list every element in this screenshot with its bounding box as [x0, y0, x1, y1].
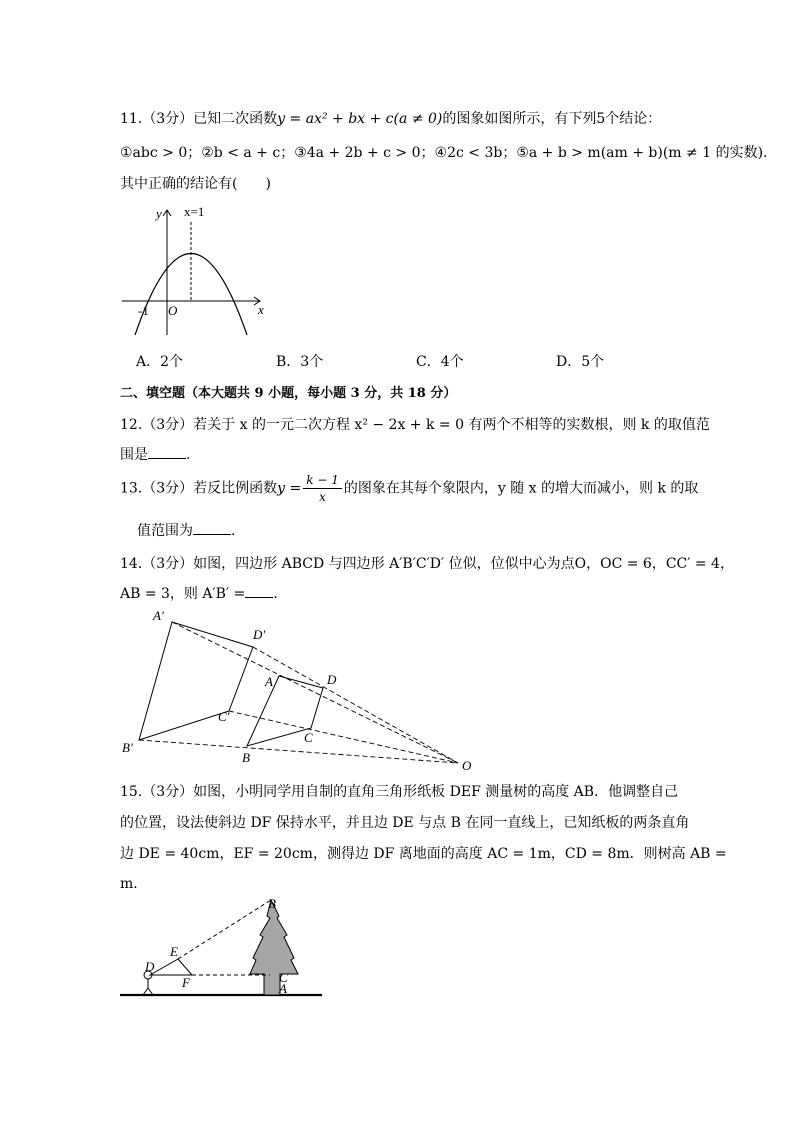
quad-large — [139, 622, 253, 740]
choice-a[interactable]: A．2个 — [136, 354, 184, 370]
neg-one-label: -1 — [138, 303, 149, 318]
y-label: y — [156, 206, 162, 221]
q11-text-b: 的图象如图所示，有下列5个结论： — [442, 111, 662, 127]
label-c-prime: C′ — [218, 709, 230, 724]
q11-formula: y = ax² + bx + c(a ≠ 0) — [277, 111, 443, 127]
q11-text-a: 11.（3分）已知二次函数 — [120, 111, 278, 127]
q12-text: 围是 — [120, 447, 148, 463]
label-d: D — [327, 672, 337, 687]
q13-y-eq: y = — [277, 480, 302, 497]
x-label: x — [258, 302, 264, 317]
label-c-tree: C — [279, 970, 288, 985]
origin-label: O — [168, 303, 178, 318]
q13-text-b: 的图象在其每个象限内，y 随 x 的增大而减小，则 k 的取 — [343, 480, 699, 497]
q15-line1: 15.（3分）如图，小明同学用自制的直角三角形纸板 DEF 测量树的高度 AB．他调整自己 — [120, 784, 679, 800]
label-a: A — [265, 674, 273, 689]
q12-line1: 12.（3分）若关于 x 的一元二次方程 x² − 2x + k = 0 有两个不相等的实数根，则 k 的取值范 — [120, 417, 710, 433]
q13-period: . — [231, 523, 236, 539]
choice-c[interactable]: C．4个 — [416, 354, 464, 370]
section2-title: 二、填空题（本大题共 9 小题，每小题 3 分，共 18 分） — [120, 386, 457, 401]
label-a-prime: A′ — [153, 608, 164, 623]
label-d-observer: D — [145, 959, 155, 974]
q15-line3: 边 DE = 40cm，EF = 20cm，测得边 DF 离地面的高度 AC = 1m，CD = 8m．则树高 AB = — [120, 846, 727, 862]
triangle-def — [150, 959, 192, 975]
label-b-prime: B′ — [122, 740, 133, 755]
choice-b[interactable]: B．3个 — [276, 354, 324, 370]
tree-shape — [250, 900, 298, 995]
q15-line4: m． — [120, 876, 148, 892]
symmetry-label: x=1 — [184, 204, 205, 219]
q13-text-c: 值范围为 — [137, 523, 193, 539]
label-b-tree: B — [268, 896, 276, 911]
q14-line1: 14.（3分）如图，四边形 ABCD 与四边形 A′B′C′D′ 位似，位似中心为点O，OC = 6，CC′ = 4， — [120, 556, 734, 572]
q14-text: AB = 3，则 A′B′ = — [120, 586, 246, 602]
label-e: E — [170, 944, 178, 959]
label-d-prime: D′ — [253, 627, 266, 642]
choice-d[interactable]: D．5个 — [556, 354, 605, 370]
q12-period: . — [186, 447, 191, 463]
q15-tree-figure — [120, 896, 322, 996]
label-c: C — [304, 730, 313, 745]
q14-period: . — [273, 586, 278, 602]
q13-text-a: 13.（3分）若反比例函数 — [120, 480, 278, 497]
label-f: F — [182, 975, 190, 990]
label-o: O — [462, 758, 472, 773]
q13-frac-den: x — [319, 490, 326, 504]
label-b: B — [242, 750, 250, 765]
q11-line2: ①abc > 0；②b < a + c；③4a + 2b + c > 0；④2c < 3b；⑤a + b > m(am + b)(m ≠ 1 的实数). — [120, 145, 768, 161]
q15-line2: 的位置，设法使斜边 DF 保持水平，并且边 DE 与点 B 在同一直线上，已知纸板的两条直角 — [120, 815, 690, 831]
q13-frac-num: k − 1 — [303, 472, 342, 489]
projection-rays — [139, 622, 458, 763]
q11-line3: 其中正确的结论有( ) — [120, 176, 271, 192]
label-a-tree: A — [279, 981, 287, 996]
